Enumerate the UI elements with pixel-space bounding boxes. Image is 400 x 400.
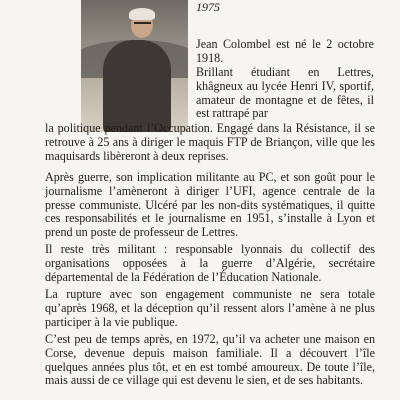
paragraph-resistance: la politique pendant l’Occupation. Engagé dans la Résistance, il se retrouve à 25 ans à diriger le maquis FTP de Briançon, ville que les maquisards libèreront à deux reprises. (45, 121, 375, 163)
paragraph-journalism: Après guerre, son implication militante au PC, et son goût pour le journalisme l’amèneront à diriger l’UFI, agence centrale de la presse communiste. Ulcéré par les non-dits systématiques, il quitte ces responsabilités et le journalisme en 1951, s’installe à Lyon et prend un poste de professeur de Lettres. (45, 170, 375, 240)
photo-year-caption: 1975 (196, 0, 220, 14)
paragraph-rupture: La rupture avec son engagement communiste ne sera totale qu’après 1968, et la déception qu’il ressent alors l’amène à ne plus participer à la vie publique. (45, 287, 375, 329)
paragraph-studies: Brillant étudiant en Lettres, khâgneux au lycée Henri IV, sportif, amateur de montagne et de fêtes, il est rattrapé par (196, 65, 374, 121)
photo-figure-hair (129, 8, 155, 20)
paragraph-activism: Il reste très militant : responsable lyonnais du collectif des organisations opposées à la guerre d’Algérie, secrétaire départemental de la Fédération de l’Éducation Nationale. (45, 242, 375, 284)
portrait-photo (81, 0, 188, 132)
photo-figure-body (103, 40, 171, 132)
paragraph-corsica: C’est peu de temps après, en 1972, qu’il va acheter une maison en Corse, devenue depuis maison familiale. Il a découvert l’île quelques années plus tôt, et en est tombé amoureux. De toute l’île, mais aussi de ce village qui est devenu le sien, et de ses habitants. (45, 332, 375, 388)
paragraph-birth: Jean Colombel est né le 2 octobre 1918. (196, 37, 374, 65)
photo-figure-glasses (134, 22, 151, 28)
